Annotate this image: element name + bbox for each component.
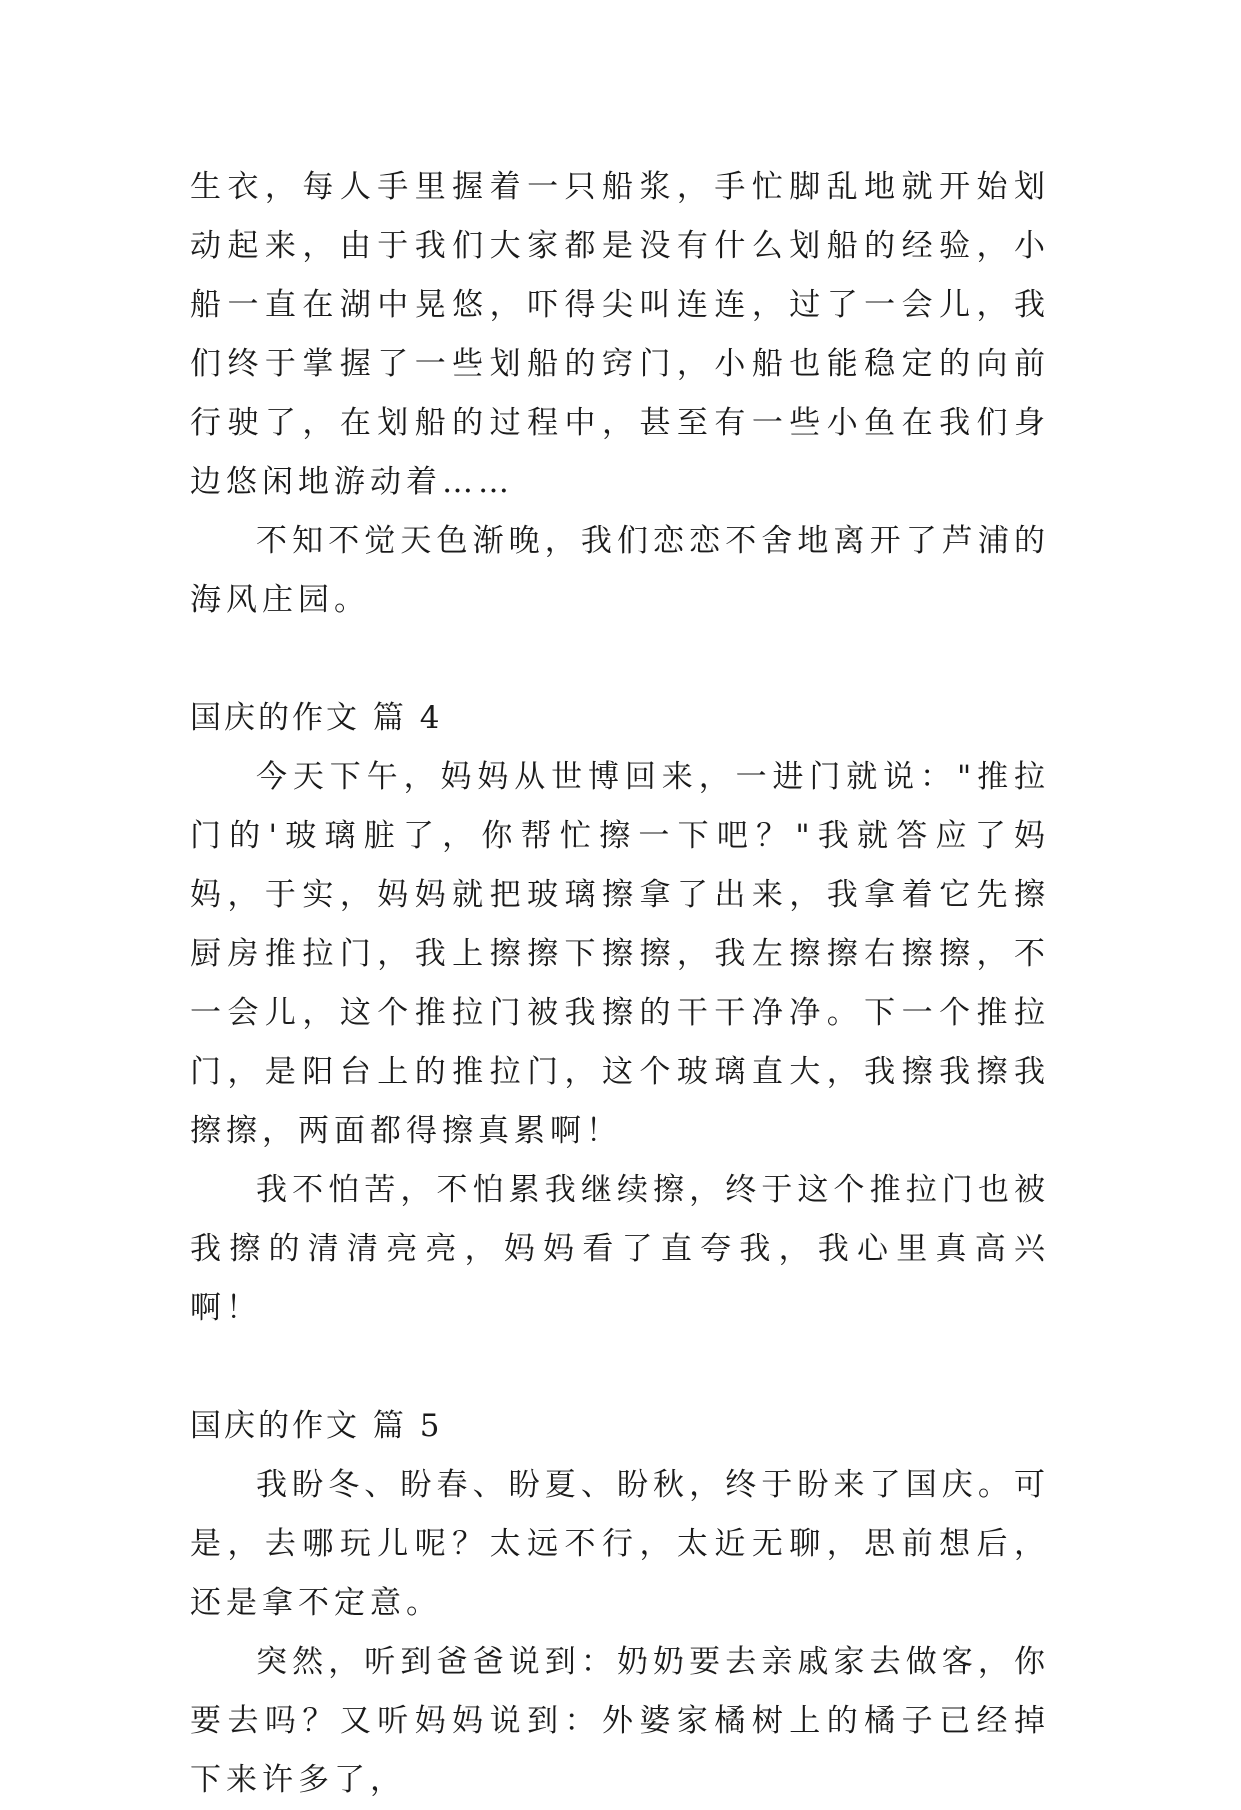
document-body bbox=[190, 158, 1050, 1810]
paragraph-leaving: 不知不觉天色渐晚，我们恋恋不舍地离开了芦浦的海风庄园。 bbox=[190, 523, 1050, 618]
paragraph-boating: 生衣，每人手里握着一只船浆，手忙脚乱地就开始划动起来，由于我们大家都是没有什么划船的经验，小船一直在湖中晃悠，吓得尖叫连连，过了一会儿，我们终于掌握了一些划船的窍门，小船也能稳定的向前行驶了，在划船的过程中，甚至有一些小鱼在我们身边悠闲地游动着…… bbox=[190, 169, 1050, 500]
section-heading-5: 国庆的作文 篇 5 bbox=[190, 1408, 443, 1444]
paragraph-not-afraid: 我不怕苦，不怕累我继续擦，终于这个推拉门也被我擦的清清亮亮，妈妈看了直夸我，我心里真高兴啊！ bbox=[190, 1172, 1050, 1326]
section-spacer bbox=[190, 630, 1050, 689]
paragraph-cleaning-glass: 今天下午，妈妈从世博回来，一进门就说："推拉门的'玻璃脏了，你帮忙擦一下吧？"我就答应了妈妈，于实，妈妈就把玻璃擦拿了出来，我拿着它先擦厨房推拉门，我上擦擦下擦擦，我左擦擦右擦擦，不一会儿，这个推拉门被我擦的干干净净。下一个推拉门，是阳台上的推拉门，这个玻璃直大，我擦我擦我擦擦，两面都得擦真累啊！ bbox=[190, 759, 1050, 1149]
section-spacer bbox=[190, 1338, 1050, 1397]
paragraph-suddenly: 突然，听到爸爸说到：奶奶要去亲戚家去做客，你要去吗？又听妈妈说到：外婆家橘树上的橘子已经掉下来许多了， bbox=[190, 1644, 1050, 1798]
section-heading-4: 国庆的作文 篇 4 bbox=[190, 700, 443, 736]
paragraph-waiting-holiday: 我盼冬、盼春、盼夏、盼秋，终于盼来了国庆。可是，去哪玩儿呢？太远不行，太近无聊，思前想后，还是拿不定意。 bbox=[190, 1467, 1050, 1621]
